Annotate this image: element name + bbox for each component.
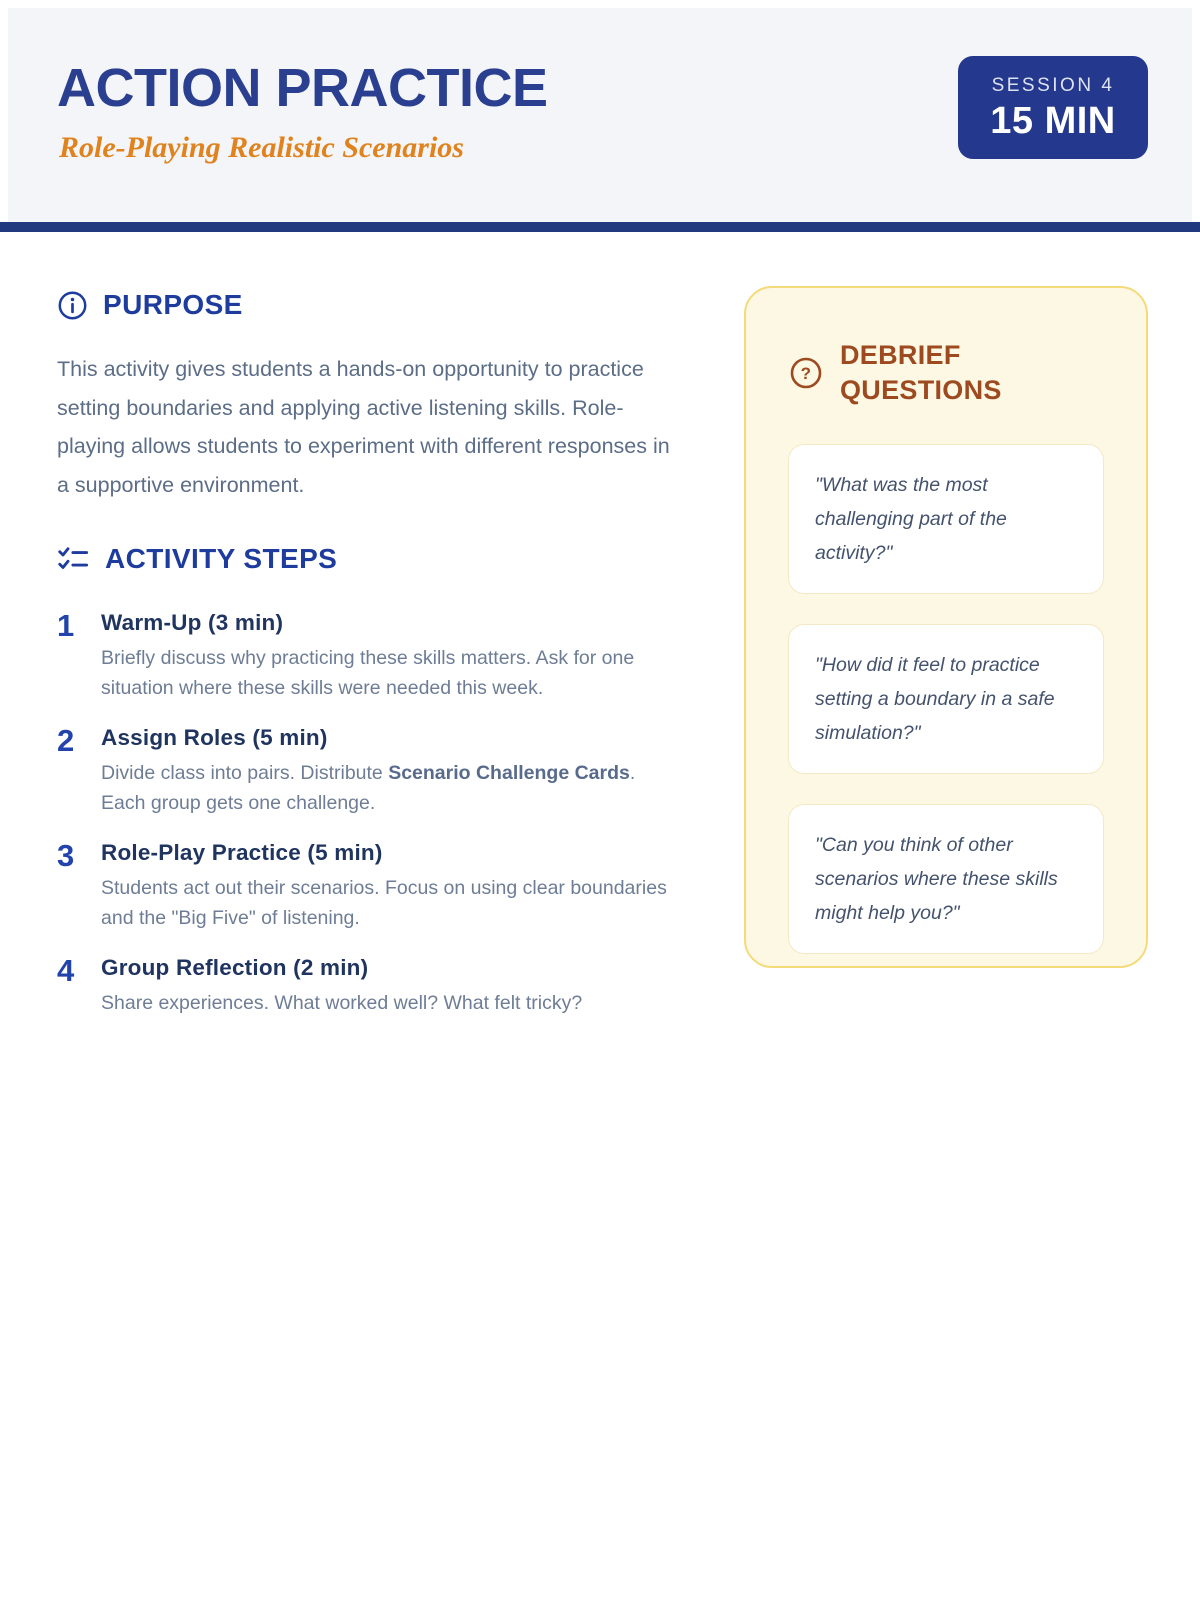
activity-step bbox=[57, 723, 702, 818]
left-column bbox=[57, 286, 702, 1039]
debrief-panel bbox=[744, 286, 1148, 968]
step-description: Share experiences. What worked well? What felt tricky? bbox=[101, 992, 583, 1014]
step-body bbox=[101, 838, 681, 933]
purpose-section bbox=[57, 286, 702, 504]
step-body bbox=[101, 953, 582, 1019]
step-title: Warm-Up (3 min) bbox=[101, 610, 284, 635]
debrief-question-card bbox=[788, 444, 1104, 594]
activity-step bbox=[57, 838, 702, 933]
svg-text:?: ? bbox=[800, 364, 812, 383]
purpose-heading-row bbox=[57, 286, 702, 324]
step-description: Divide class into pairs. Distribute Scenario Challenge Cards. Each group gets one challenge. bbox=[101, 762, 636, 814]
question-icon bbox=[788, 355, 824, 391]
activity-step bbox=[57, 953, 702, 1019]
debrief-heading-row bbox=[788, 338, 1104, 408]
debrief-question-text: "How did it feel to practice setting a boundary in a safe simulation?" bbox=[815, 654, 1055, 744]
header-divider bbox=[0, 222, 1200, 232]
debrief-heading: DEBRIEF QUESTIONS bbox=[840, 340, 1002, 405]
debrief-question-text: "Can you think of other scenarios where these skills might help you?" bbox=[815, 834, 1058, 924]
session-badge bbox=[958, 56, 1148, 159]
activity-step bbox=[57, 608, 702, 703]
step-number: 4 bbox=[57, 953, 75, 988]
step-title: Group Reflection (2 min) bbox=[101, 955, 369, 980]
step-body bbox=[101, 608, 681, 703]
session-duration: 15 MIN bbox=[990, 100, 1116, 142]
debrief-question-text: "What was the most challenging part of the activity?" bbox=[815, 474, 1007, 564]
step-description: Students act out their scenarios. Focus on using clear boundaries and the "Big Five" of listening. bbox=[101, 877, 667, 929]
session-number: SESSION 4 bbox=[991, 75, 1115, 96]
main-content bbox=[0, 232, 1200, 1039]
activity-steps-heading: ACTIVITY STEPS bbox=[105, 543, 338, 574]
step-number: 3 bbox=[57, 838, 75, 873]
step-number: 1 bbox=[57, 608, 75, 643]
purpose-text: This activity gives students a hands-on opportunity to practice setting boundaries and applying active listening skills. Role-playing allows students to experiment with different responses in a supportive environment. bbox=[57, 357, 670, 497]
step-description-bold: Scenario Challenge Cards bbox=[388, 762, 630, 784]
purpose-heading: PURPOSE bbox=[103, 289, 243, 320]
debrief-question-card bbox=[788, 804, 1104, 954]
step-body bbox=[101, 723, 681, 818]
step-description: Briefly discuss why practicing these skills matters. Ask for one situation where these skills were needed this week. bbox=[101, 647, 635, 699]
right-column bbox=[744, 286, 1148, 1039]
activity-steps-section bbox=[57, 540, 702, 1019]
activity-steps-list bbox=[57, 608, 702, 1019]
step-number: 2 bbox=[57, 723, 75, 758]
info-icon bbox=[57, 290, 88, 321]
step-title: Role-Play Practice (5 min) bbox=[101, 840, 383, 865]
activity-heading-row bbox=[57, 540, 702, 578]
step-title: Assign Roles (5 min) bbox=[101, 725, 328, 750]
page-header bbox=[8, 8, 1192, 222]
checklist-icon bbox=[57, 544, 90, 574]
page-subtitle: Role-Playing Realistic Scenarios bbox=[59, 130, 464, 164]
page-title: ACTION PRACTICE bbox=[57, 58, 548, 118]
debrief-question-card bbox=[788, 624, 1104, 774]
